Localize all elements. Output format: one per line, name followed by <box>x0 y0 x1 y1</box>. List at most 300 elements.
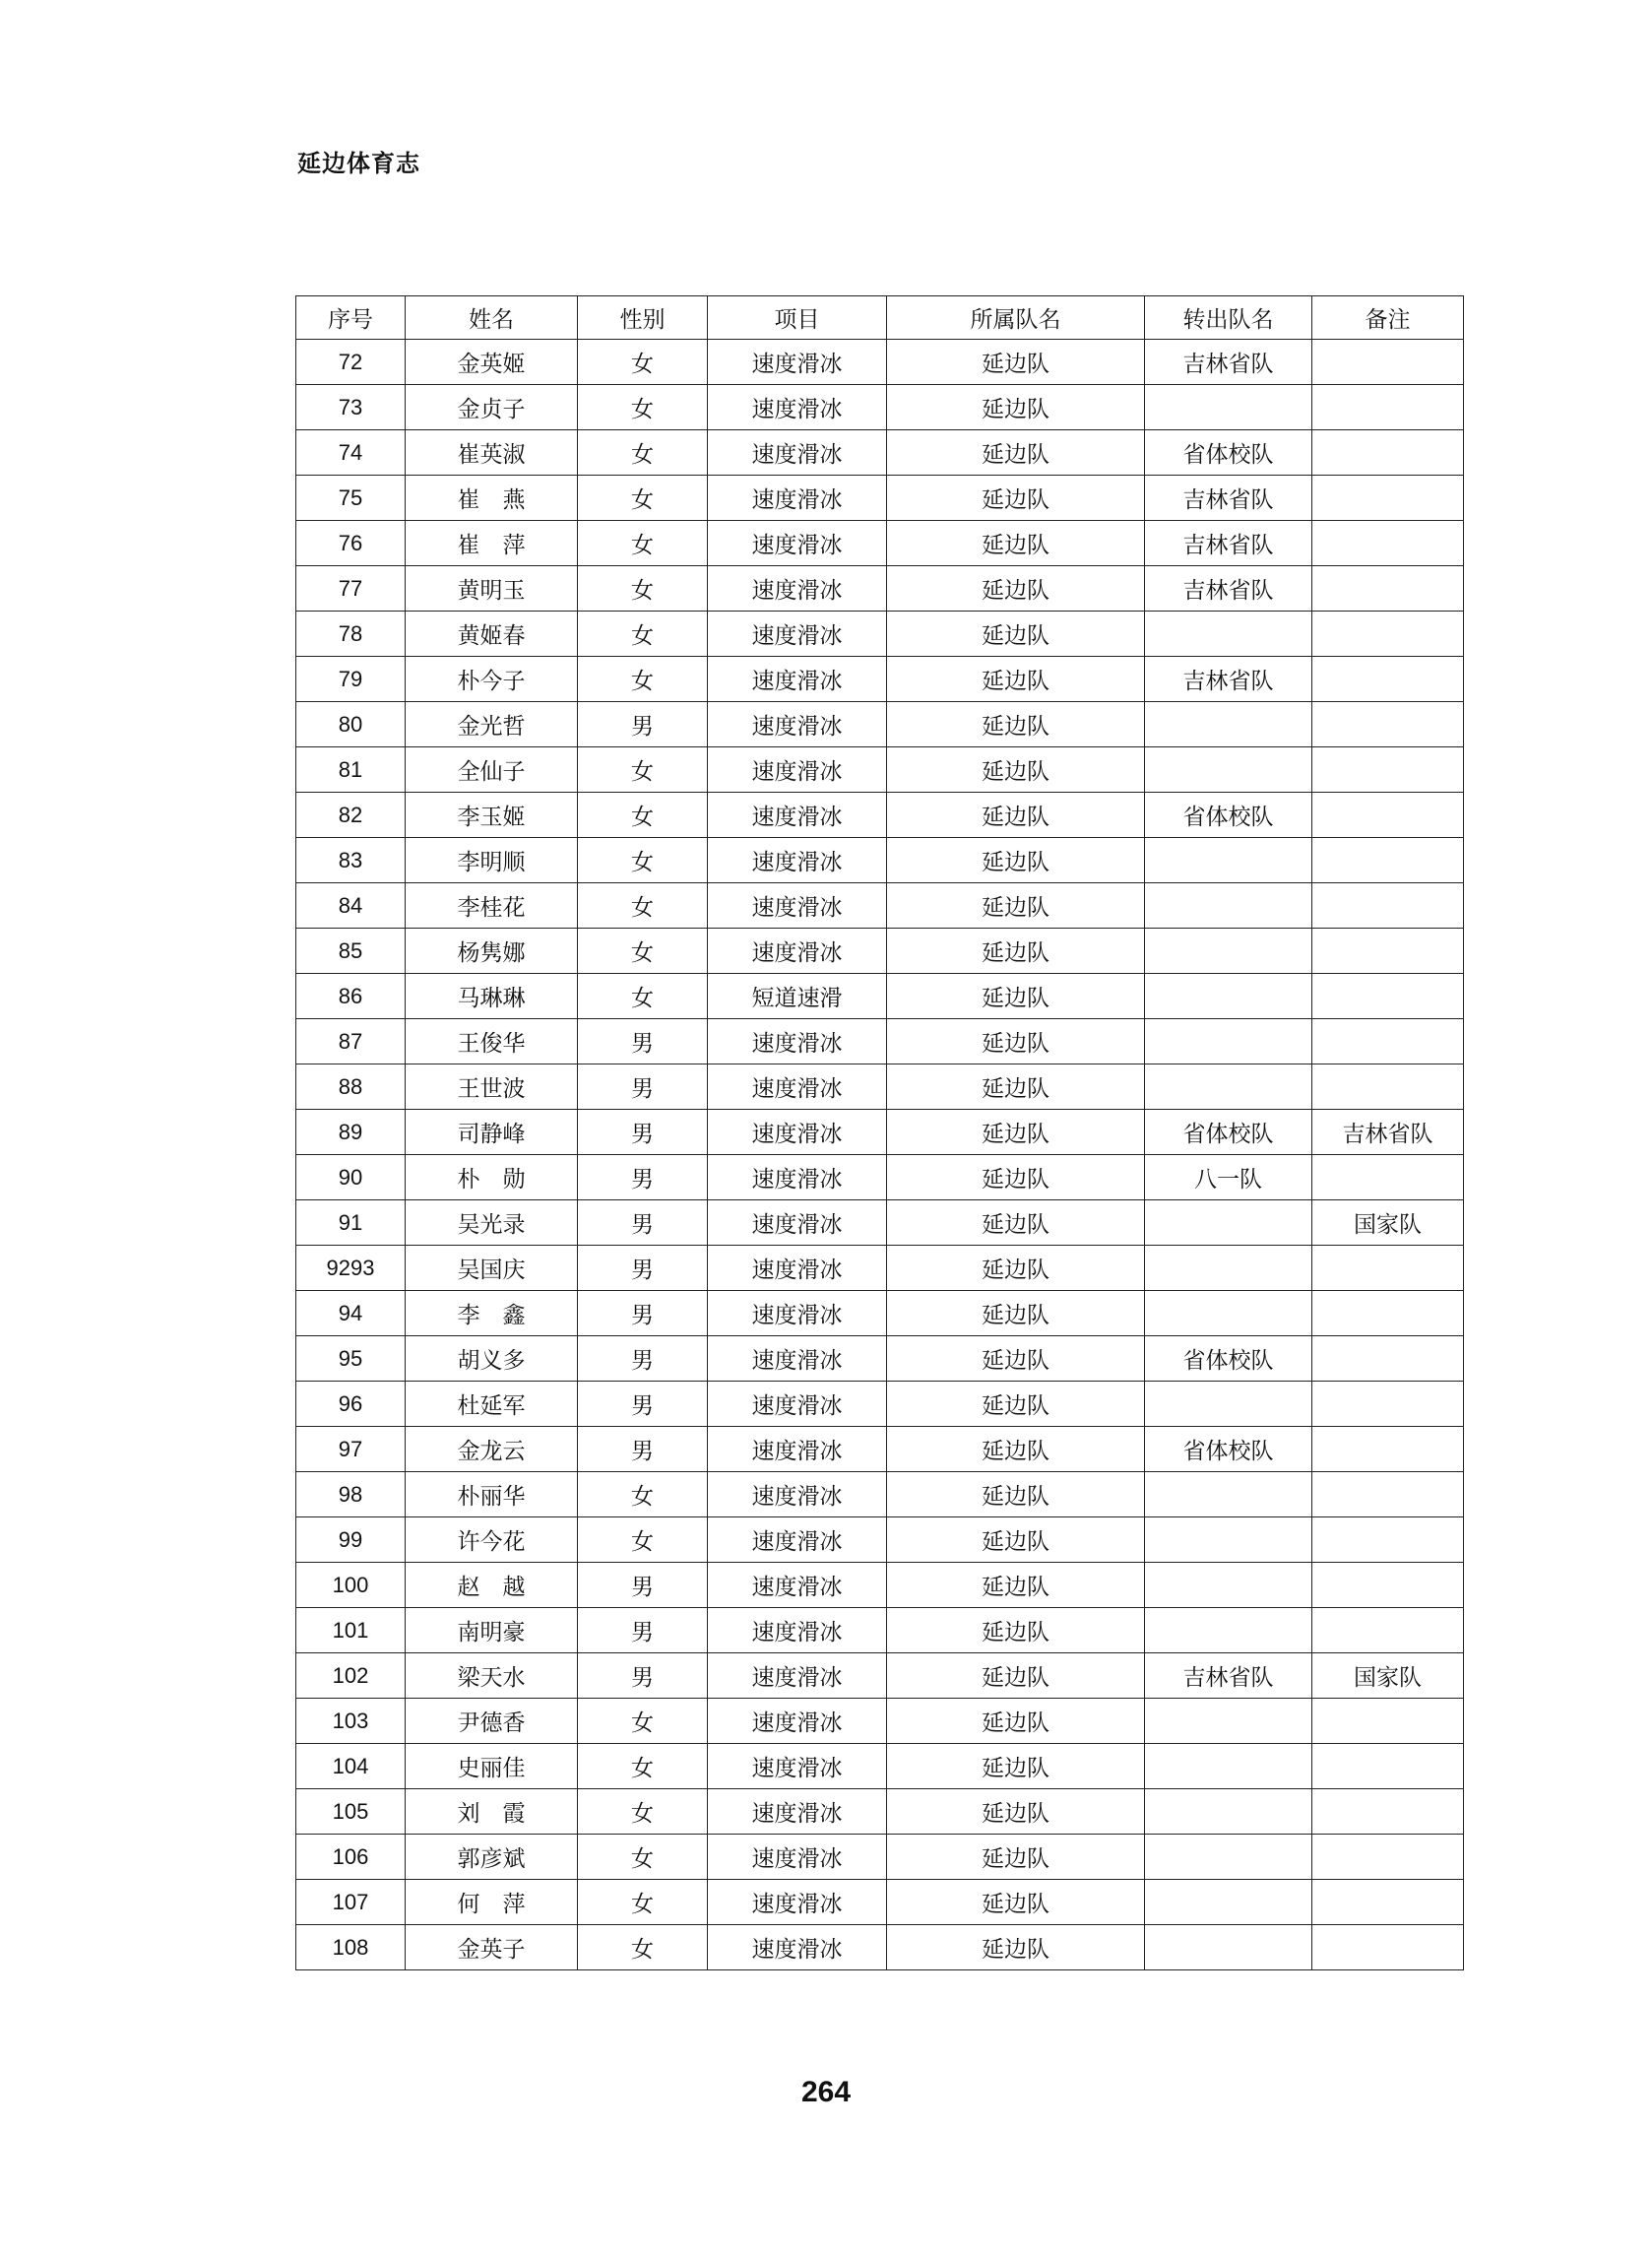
table-row <box>296 521 1464 566</box>
cell-team: 延边队 <box>887 1835 1145 1880</box>
cell-transfer-team <box>1145 883 1312 929</box>
cell-event: 速度滑冰 <box>708 1336 887 1382</box>
table-row <box>296 1472 1464 1517</box>
cell-name: 刘 霞 <box>406 1789 578 1835</box>
table-row <box>296 385 1464 430</box>
cell-remarks <box>1312 1608 1464 1653</box>
cell-gender: 女 <box>578 793 708 838</box>
cell-team: 延边队 <box>887 1200 1145 1246</box>
cell-name: 黄姬春 <box>406 612 578 657</box>
cell-gender: 男 <box>578 1382 708 1427</box>
cell-transfer-team <box>1145 1291 1312 1336</box>
cell-event: 速度滑冰 <box>708 1789 887 1835</box>
table-row <box>296 747 1464 793</box>
cell-index: 85 <box>296 929 406 974</box>
cell-remarks: 国家队 <box>1312 1653 1464 1699</box>
cell-index: 78 <box>296 612 406 657</box>
table-row <box>296 702 1464 747</box>
cell-name: 胡义多 <box>406 1336 578 1382</box>
cell-event: 速度滑冰 <box>708 793 887 838</box>
cell-team: 延边队 <box>887 1382 1145 1427</box>
cell-name: 杜延军 <box>406 1382 578 1427</box>
table-row <box>296 929 1464 974</box>
table-row <box>296 1699 1464 1744</box>
cell-transfer-team: 吉林省队 <box>1145 340 1312 385</box>
cell-index: 80 <box>296 702 406 747</box>
cell-index: 75 <box>296 476 406 521</box>
cell-remarks: 吉林省队 <box>1312 1110 1464 1155</box>
cell-transfer-team <box>1145 974 1312 1019</box>
cell-event: 速度滑冰 <box>708 612 887 657</box>
cell-event: 速度滑冰 <box>708 929 887 974</box>
cell-gender: 女 <box>578 476 708 521</box>
cell-gender: 女 <box>578 1472 708 1517</box>
cell-event: 速度滑冰 <box>708 838 887 883</box>
cell-event: 速度滑冰 <box>708 1563 887 1608</box>
table-row <box>296 1563 1464 1608</box>
cell-index: 102 <box>296 1653 406 1699</box>
cell-remarks <box>1312 1517 1464 1563</box>
cell-index: 98 <box>296 1472 406 1517</box>
cell-gender: 女 <box>578 430 708 476</box>
table-body <box>296 340 1464 1970</box>
cell-index: 88 <box>296 1064 406 1110</box>
cell-team: 延边队 <box>887 385 1145 430</box>
table-header-row <box>296 296 1464 340</box>
cell-gender: 女 <box>578 1699 708 1744</box>
cell-transfer-team <box>1145 1019 1312 1064</box>
cell-gender: 女 <box>578 1517 708 1563</box>
cell-gender: 女 <box>578 883 708 929</box>
cell-remarks <box>1312 521 1464 566</box>
cell-transfer-team: 省体校队 <box>1145 430 1312 476</box>
cell-gender: 女 <box>578 385 708 430</box>
table-row <box>296 838 1464 883</box>
cell-event: 速度滑冰 <box>708 566 887 612</box>
cell-transfer-team: 吉林省队 <box>1145 1653 1312 1699</box>
cell-index: 83 <box>296 838 406 883</box>
cell-remarks <box>1312 974 1464 1019</box>
cell-index: 95 <box>296 1336 406 1382</box>
cell-team: 延边队 <box>887 1427 1145 1472</box>
cell-remarks <box>1312 476 1464 521</box>
cell-event: 速度滑冰 <box>708 1200 887 1246</box>
cell-team: 延边队 <box>887 883 1145 929</box>
cell-name: 金龙云 <box>406 1427 578 1472</box>
cell-event: 速度滑冰 <box>708 340 887 385</box>
cell-event: 速度滑冰 <box>708 521 887 566</box>
cell-event: 速度滑冰 <box>708 1835 887 1880</box>
cell-gender: 男 <box>578 1019 708 1064</box>
cell-team: 延边队 <box>887 657 1145 702</box>
cell-name: 马琳琳 <box>406 974 578 1019</box>
cell-transfer-team <box>1145 1880 1312 1925</box>
cell-event: 速度滑冰 <box>708 385 887 430</box>
cell-index: 76 <box>296 521 406 566</box>
table-row <box>296 1835 1464 1880</box>
cell-transfer-team: 吉林省队 <box>1145 476 1312 521</box>
cell-team: 延边队 <box>887 1563 1145 1608</box>
cell-name: 梁天水 <box>406 1653 578 1699</box>
cell-event: 速度滑冰 <box>708 1019 887 1064</box>
cell-remarks <box>1312 1291 1464 1336</box>
cell-name: 杨隽娜 <box>406 929 578 974</box>
cell-index: 108 <box>296 1925 406 1970</box>
cell-event: 速度滑冰 <box>708 1699 887 1744</box>
cell-transfer-team <box>1145 1064 1312 1110</box>
cell-index: 99 <box>296 1517 406 1563</box>
cell-name: 金英子 <box>406 1925 578 1970</box>
cell-event: 速度滑冰 <box>708 1382 887 1427</box>
cell-event: 速度滑冰 <box>708 1110 887 1155</box>
cell-index: 107 <box>296 1880 406 1925</box>
cell-index: 74 <box>296 430 406 476</box>
cell-remarks <box>1312 430 1464 476</box>
cell-team: 延边队 <box>887 1291 1145 1336</box>
cell-gender: 女 <box>578 1744 708 1789</box>
table-row <box>296 1200 1464 1246</box>
table-row <box>296 657 1464 702</box>
cell-remarks <box>1312 702 1464 747</box>
cell-index: 9293 <box>296 1246 406 1291</box>
column-header-transfer-team: 转出队名 <box>1145 296 1312 340</box>
cell-remarks <box>1312 1835 1464 1880</box>
cell-event: 速度滑冰 <box>708 702 887 747</box>
cell-remarks <box>1312 838 1464 883</box>
cell-name: 吴光录 <box>406 1200 578 1246</box>
cell-index: 101 <box>296 1608 406 1653</box>
cell-index: 105 <box>296 1789 406 1835</box>
cell-index: 77 <box>296 566 406 612</box>
cell-index: 87 <box>296 1019 406 1064</box>
cell-index: 106 <box>296 1835 406 1880</box>
cell-name: 南明豪 <box>406 1608 578 1653</box>
cell-name: 朴丽华 <box>406 1472 578 1517</box>
cell-transfer-team <box>1145 1382 1312 1427</box>
cell-name: 司静峰 <box>406 1110 578 1155</box>
cell-transfer-team: 省体校队 <box>1145 1110 1312 1155</box>
cell-index: 72 <box>296 340 406 385</box>
cell-name: 吴国庆 <box>406 1246 578 1291</box>
table-row <box>296 1517 1464 1563</box>
cell-gender: 女 <box>578 657 708 702</box>
cell-transfer-team <box>1145 1246 1312 1291</box>
cell-gender: 男 <box>578 1155 708 1200</box>
cell-gender: 女 <box>578 974 708 1019</box>
cell-team: 延边队 <box>887 793 1145 838</box>
cell-remarks <box>1312 1563 1464 1608</box>
table-row <box>296 1336 1464 1382</box>
cell-name: 全仙子 <box>406 747 578 793</box>
cell-transfer-team <box>1145 1472 1312 1517</box>
cell-team: 延边队 <box>887 1653 1145 1699</box>
cell-index: 81 <box>296 747 406 793</box>
table-row <box>296 340 1464 385</box>
cell-event: 速度滑冰 <box>708 657 887 702</box>
table-row <box>296 793 1464 838</box>
table-row <box>296 1880 1464 1925</box>
cell-team: 延边队 <box>887 1472 1145 1517</box>
cell-gender: 女 <box>578 1835 708 1880</box>
cell-transfer-team <box>1145 1517 1312 1563</box>
cell-team: 延边队 <box>887 1336 1145 1382</box>
cell-gender: 男 <box>578 1427 708 1472</box>
cell-name: 金贞子 <box>406 385 578 430</box>
cell-transfer-team: 省体校队 <box>1145 1336 1312 1382</box>
cell-team: 延边队 <box>887 612 1145 657</box>
cell-event: 速度滑冰 <box>708 1246 887 1291</box>
cell-transfer-team <box>1145 1789 1312 1835</box>
cell-transfer-team <box>1145 1835 1312 1880</box>
cell-gender: 女 <box>578 521 708 566</box>
cell-index: 89 <box>296 1110 406 1155</box>
cell-team: 延边队 <box>887 1789 1145 1835</box>
cell-team: 延边队 <box>887 1155 1145 1200</box>
cell-index: 96 <box>296 1382 406 1427</box>
cell-team: 延边队 <box>887 702 1145 747</box>
cell-name: 许今花 <box>406 1517 578 1563</box>
cell-transfer-team <box>1145 747 1312 793</box>
table-row <box>296 1382 1464 1427</box>
cell-team: 延边队 <box>887 838 1145 883</box>
table-row <box>296 566 1464 612</box>
table-row <box>296 1744 1464 1789</box>
cell-event: 速度滑冰 <box>708 1517 887 1563</box>
cell-team: 延边队 <box>887 1744 1145 1789</box>
cell-event: 速度滑冰 <box>708 1291 887 1336</box>
cell-gender: 女 <box>578 1880 708 1925</box>
cell-team: 延边队 <box>887 1880 1145 1925</box>
table-row <box>296 1427 1464 1472</box>
cell-gender: 男 <box>578 1653 708 1699</box>
cell-gender: 女 <box>578 340 708 385</box>
cell-name: 金光哲 <box>406 702 578 747</box>
cell-transfer-team <box>1145 702 1312 747</box>
cell-transfer-team: 八一队 <box>1145 1155 1312 1200</box>
column-header-name: 姓名 <box>406 296 578 340</box>
table-row <box>296 1291 1464 1336</box>
cell-remarks <box>1312 1382 1464 1427</box>
cell-name: 尹德香 <box>406 1699 578 1744</box>
cell-name: 赵 越 <box>406 1563 578 1608</box>
cell-team: 延边队 <box>887 566 1145 612</box>
cell-remarks <box>1312 1925 1464 1970</box>
cell-remarks <box>1312 566 1464 612</box>
page-number: 264 <box>800 2076 852 2108</box>
cell-gender: 男 <box>578 1200 708 1246</box>
table-row <box>296 476 1464 521</box>
cell-team: 延边队 <box>887 1246 1145 1291</box>
cell-index: 103 <box>296 1699 406 1744</box>
cell-team: 延边队 <box>887 1925 1145 1970</box>
cell-name: 崔 萍 <box>406 521 578 566</box>
table-row <box>296 1110 1464 1155</box>
cell-gender: 女 <box>578 566 708 612</box>
table-row <box>296 1246 1464 1291</box>
cell-team: 延边队 <box>887 430 1145 476</box>
cell-remarks <box>1312 657 1464 702</box>
cell-gender: 男 <box>578 1608 708 1653</box>
cell-index: 82 <box>296 793 406 838</box>
cell-gender: 女 <box>578 1789 708 1835</box>
cell-index: 100 <box>296 1563 406 1608</box>
cell-event: 速度滑冰 <box>708 747 887 793</box>
cell-name: 王俊华 <box>406 1019 578 1064</box>
cell-event: 速度滑冰 <box>708 1427 887 1472</box>
cell-transfer-team <box>1145 929 1312 974</box>
cell-event: 速度滑冰 <box>708 1155 887 1200</box>
cell-team: 延边队 <box>887 974 1145 1019</box>
cell-remarks <box>1312 340 1464 385</box>
cell-remarks <box>1312 612 1464 657</box>
cell-transfer-team: 吉林省队 <box>1145 521 1312 566</box>
cell-index: 91 <box>296 1200 406 1246</box>
cell-remarks <box>1312 1427 1464 1472</box>
cell-event: 速度滑冰 <box>708 1744 887 1789</box>
cell-remarks <box>1312 1472 1464 1517</box>
table-row <box>296 1653 1464 1699</box>
cell-team: 延边队 <box>887 476 1145 521</box>
cell-event: 速度滑冰 <box>708 1064 887 1110</box>
table-row <box>296 612 1464 657</box>
cell-remarks <box>1312 1336 1464 1382</box>
cell-remarks <box>1312 1064 1464 1110</box>
cell-name: 朴 勋 <box>406 1155 578 1200</box>
cell-remarks <box>1312 1019 1464 1064</box>
cell-remarks <box>1312 385 1464 430</box>
cell-event: 速度滑冰 <box>708 1608 887 1653</box>
cell-index: 84 <box>296 883 406 929</box>
cell-event: 短道速滑 <box>708 974 887 1019</box>
table-row <box>296 1925 1464 1970</box>
cell-gender: 女 <box>578 929 708 974</box>
cell-remarks <box>1312 929 1464 974</box>
page-header-title: 延边体育志 <box>297 150 420 177</box>
cell-gender: 男 <box>578 1336 708 1382</box>
cell-remarks <box>1312 1699 1464 1744</box>
cell-remarks <box>1312 1155 1464 1200</box>
cell-index: 73 <box>296 385 406 430</box>
cell-index: 97 <box>296 1427 406 1472</box>
cell-team: 延边队 <box>887 1608 1145 1653</box>
cell-event: 速度滑冰 <box>708 1880 887 1925</box>
table-row <box>296 1019 1464 1064</box>
cell-team: 延边队 <box>887 1019 1145 1064</box>
table-row <box>296 974 1464 1019</box>
cell-remarks <box>1312 1789 1464 1835</box>
cell-index: 104 <box>296 1744 406 1789</box>
cell-transfer-team <box>1145 1925 1312 1970</box>
cell-remarks <box>1312 1744 1464 1789</box>
cell-team: 延边队 <box>887 1699 1145 1744</box>
cell-name: 李桂花 <box>406 883 578 929</box>
cell-index: 94 <box>296 1291 406 1336</box>
cell-name: 李玉姬 <box>406 793 578 838</box>
column-header-event: 项目 <box>708 296 887 340</box>
cell-name: 黄明玉 <box>406 566 578 612</box>
cell-event: 速度滑冰 <box>708 1653 887 1699</box>
cell-name: 史丽佳 <box>406 1744 578 1789</box>
cell-gender: 男 <box>578 1110 708 1155</box>
cell-index: 90 <box>296 1155 406 1200</box>
cell-gender: 女 <box>578 612 708 657</box>
cell-transfer-team <box>1145 1563 1312 1608</box>
cell-name: 李 鑫 <box>406 1291 578 1336</box>
column-header-remarks: 备注 <box>1312 296 1464 340</box>
cell-gender: 男 <box>578 1563 708 1608</box>
column-header-team: 所属队名 <box>887 296 1145 340</box>
cell-remarks <box>1312 747 1464 793</box>
table-row <box>296 1064 1464 1110</box>
table-row <box>296 883 1464 929</box>
cell-name: 郭彦斌 <box>406 1835 578 1880</box>
cell-gender: 男 <box>578 702 708 747</box>
cell-name: 朴今子 <box>406 657 578 702</box>
cell-transfer-team <box>1145 1699 1312 1744</box>
cell-team: 延边队 <box>887 340 1145 385</box>
cell-team: 延边队 <box>887 747 1145 793</box>
cell-remarks <box>1312 1246 1464 1291</box>
cell-event: 速度滑冰 <box>708 476 887 521</box>
cell-transfer-team <box>1145 838 1312 883</box>
cell-index: 86 <box>296 974 406 1019</box>
cell-team: 延边队 <box>887 521 1145 566</box>
cell-event: 速度滑冰 <box>708 430 887 476</box>
column-header-gender: 性别 <box>578 296 708 340</box>
cell-gender: 女 <box>578 1925 708 1970</box>
cell-remarks <box>1312 1880 1464 1925</box>
cell-gender: 男 <box>578 1291 708 1336</box>
cell-name: 王世波 <box>406 1064 578 1110</box>
cell-transfer-team <box>1145 1200 1312 1246</box>
cell-gender: 女 <box>578 747 708 793</box>
cell-name: 崔 燕 <box>406 476 578 521</box>
cell-name: 何 萍 <box>406 1880 578 1925</box>
cell-index: 79 <box>296 657 406 702</box>
athlete-roster-table <box>295 295 1464 1970</box>
cell-team: 延边队 <box>887 1064 1145 1110</box>
cell-transfer-team: 省体校队 <box>1145 1427 1312 1472</box>
cell-transfer-team <box>1145 612 1312 657</box>
cell-event: 速度滑冰 <box>708 1925 887 1970</box>
cell-team: 延边队 <box>887 1517 1145 1563</box>
cell-team: 延边队 <box>887 1110 1145 1155</box>
cell-event: 速度滑冰 <box>708 883 887 929</box>
cell-transfer-team: 吉林省队 <box>1145 657 1312 702</box>
cell-gender: 男 <box>578 1064 708 1110</box>
cell-event: 速度滑冰 <box>708 1472 887 1517</box>
cell-remarks <box>1312 883 1464 929</box>
table-row <box>296 1608 1464 1653</box>
cell-transfer-team: 省体校队 <box>1145 793 1312 838</box>
cell-remarks <box>1312 793 1464 838</box>
table-row <box>296 430 1464 476</box>
cell-remarks: 国家队 <box>1312 1200 1464 1246</box>
cell-transfer-team <box>1145 1744 1312 1789</box>
cell-gender: 女 <box>578 838 708 883</box>
cell-name: 崔英淑 <box>406 430 578 476</box>
cell-transfer-team <box>1145 385 1312 430</box>
table-row <box>296 1155 1464 1200</box>
cell-name: 李明顺 <box>406 838 578 883</box>
cell-name: 金英姬 <box>406 340 578 385</box>
column-header-index: 序号 <box>296 296 406 340</box>
cell-team: 延边队 <box>887 929 1145 974</box>
cell-gender: 男 <box>578 1246 708 1291</box>
table-row <box>296 1789 1464 1835</box>
cell-transfer-team <box>1145 1608 1312 1653</box>
cell-transfer-team: 吉林省队 <box>1145 566 1312 612</box>
